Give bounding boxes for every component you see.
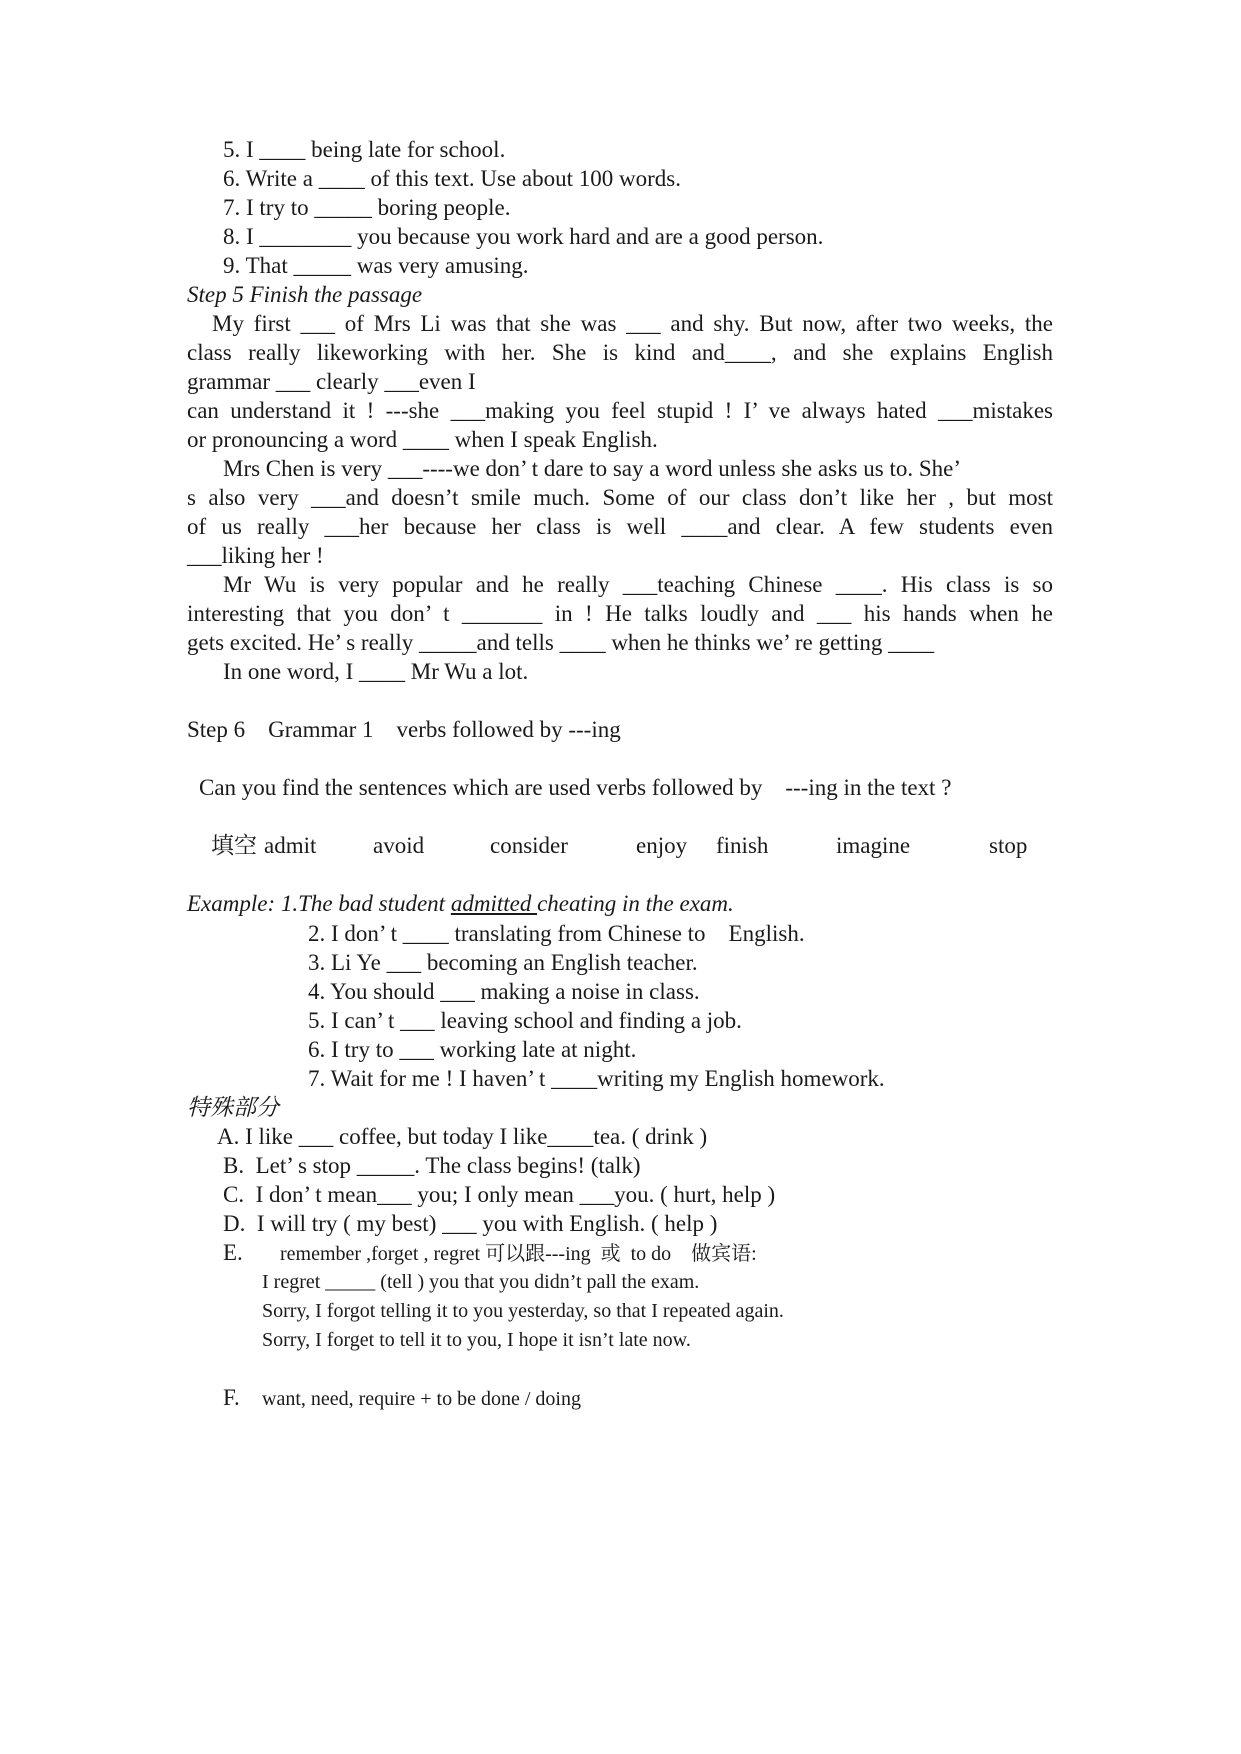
example-answer: admitted [450,891,538,916]
special-item: A. I like ___ coffee, but today I like____tea. ( drink ) [217,1124,708,1149]
passage-line: grammar ___ clearly ___even I [187,369,476,394]
passage-line: interesting that you don’ t _______ in ! He talks loudly and ___ his hands when he [187,601,1053,626]
special-item: C. I don’ t mean___ you; I only mean ___you. ( hurt, help ) [223,1182,776,1207]
special-item: B. Let’ s stop _____. The class begins! (talk) [223,1153,641,1178]
exercise-item: 5. I can’ t ___ leaving school and finding a job. [308,1008,742,1033]
example-prefix: Example: 1.The bad student [187,891,451,916]
special-example: Sorry, I forgot telling it to you yesterday, so that I repeated again. [262,1300,784,1322]
passage-line: or pronouncing a word ____ when I speak English. [187,427,658,452]
special-example: Sorry, I forget to tell it to you, I hope it isn’t late now. [262,1329,691,1351]
word-bank-word: avoid [373,833,425,858]
exercise-item: 3. Li Ye ___ becoming an English teacher. [308,950,698,975]
exercise-item: 5. I ____ being late for school. [223,137,506,162]
special-heading: 特殊部分 [187,1095,279,1120]
word-bank-word: consider [490,833,568,858]
exercise-item: 6. Write a ____ of this text. Use about 100 words. [223,166,681,191]
exercise-item: 7. I try to _____ boring people. [223,195,511,220]
exercise-item: 9. That _____ was very amusing. [223,253,529,278]
step5-heading: Step 5 Finish the passage [187,282,423,307]
special-item-text: want, need, require + to be done / doing [262,1388,581,1410]
passage-line: class really likeworking with her. She is kind and____, and she explains English [187,340,1053,365]
word-bank-label: 填空 [211,833,257,858]
exercise-item: 8. I ________ you because you work hard and are a good person. [223,224,824,249]
special-example: I regret _____ (tell ) you that you didn’t pall the exam. [262,1271,700,1293]
word-bank-word: admit [264,833,317,858]
exercise-item: 4. You should ___ making a noise in class. [308,979,700,1004]
special-item-text: remember ,forget , regret 可以跟---ing 或 to do 做宾语: [280,1243,757,1265]
passage-line: ___liking her ! [187,543,324,568]
exercise-item: 6. I try to ___ working late at night. [308,1037,637,1062]
passage-line: of us really ___her because her class is well ____and clear. A few students even [187,514,1053,539]
word-bank-word: stop [989,833,1028,858]
special-item-label: F. [223,1385,240,1410]
passage-line: Mr Wu is very popular and he really ___teaching Chinese ____. His class is so [223,572,1053,597]
word-bank-word: imagine [836,833,911,858]
passage-line: In one word, I ____ Mr Wu a lot. [223,659,529,684]
exercise-item: 2. I don’ t ____ translating from Chinese to English. [308,921,805,946]
word-bank-word: finish [716,833,769,858]
passage-line: s also very ___and doesn’t smile much. Some of our class don’t like her , but most [187,485,1053,510]
example-suffix: cheating in the exam. [537,891,734,916]
step6-question: Can you find the sentences which are used verbs followed by ---ing in the text ? [199,775,952,800]
step6-heading: Step 6 Grammar 1 verbs followed by ---ing [187,717,621,742]
passage-line: Mrs Chen is very ___----we don’ t dare to say a word unless she asks us to. She’ [223,456,961,481]
special-item-label: E. [223,1240,243,1265]
passage-line: can understand it ! ---she ___making you feel stupid ! I’ ve always hated ___mistakes [187,398,1053,423]
passage-line: My first ___ of Mrs Li was that she was ___ and shy. But now, after two weeks, the [212,311,1053,336]
special-item: D. I will try ( my best) ___ you with English. ( help ) [223,1211,718,1236]
example-sentence [187,888,734,920]
passage-line: gets excited. He’ s really _____and tells ____ when he thinks we’ re getting ____ [187,630,935,655]
exercise-item: 7. Wait for me ! I haven’ t ____writing my English homework. [308,1066,885,1091]
word-bank-word: enjoy [636,833,688,858]
